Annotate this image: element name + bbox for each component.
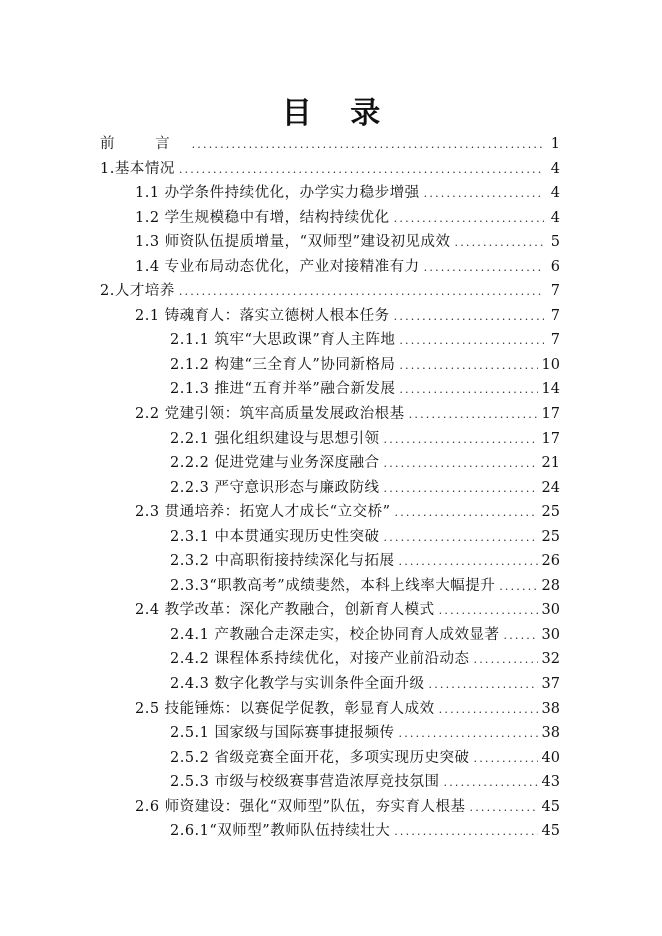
toc-leader-dots: [470, 801, 538, 814]
toc-entry: [100, 647, 560, 672]
toc-entry: [100, 181, 560, 206]
toc-entry: [100, 402, 560, 427]
toc-entry-label: 2.4.3 数字化教学与实训条件全面升级: [170, 676, 425, 693]
toc-entry-page: 30: [541, 626, 560, 643]
toc-entry-label: 2.3.1 中本贯通实现历史性突破: [170, 528, 380, 545]
toc-leader-dots: [384, 531, 538, 544]
toc-leader-dots: [399, 383, 537, 396]
toc-leader-dots: [429, 678, 538, 691]
toc-entry-page: 10: [541, 356, 560, 373]
toc-entry-page: 28: [541, 577, 560, 594]
toc-entry: [100, 304, 560, 329]
toc-entry-label: 2.4 教学改革：深化产教融合，创新育人模式: [135, 602, 435, 619]
toc-entry: [100, 132, 560, 157]
toc-leader-dots: [399, 555, 538, 568]
toc-entry-page: 25: [541, 504, 560, 521]
toc-entry-label: 2.2.2 促进党建与业务深度融合: [170, 455, 380, 472]
toc-leader-dots: [439, 604, 538, 617]
toc-entry-label: 2.2.3 严守意识形态与廉政防线: [170, 479, 380, 496]
toc-entry-page: 30: [541, 602, 560, 619]
toc-entry: [100, 746, 560, 771]
toc-leader-dots: [474, 752, 538, 765]
toc-entry-label: 2.3.2 中高职衔接持续深化与拓展: [170, 553, 395, 570]
toc-entry-label: 2.1.3 推进“五育并举”融合新发展: [170, 381, 396, 398]
toc-entry-label: 2.3.3“职教高考”成绩斐然，本科上线率大幅提升: [170, 577, 496, 594]
toc-leader-dots: [394, 310, 544, 323]
toc-entry-label: 2.1.2 构建“三全育人”协同新格局: [170, 356, 396, 373]
toc-entry-page: 45: [541, 823, 560, 840]
toc-leader-dots: [455, 236, 545, 249]
toc-leader-dots: [179, 163, 544, 176]
toc-entry-page: 4: [550, 185, 560, 202]
toc-entry: [100, 279, 560, 304]
toc-entry-label: 2.1.1 筑牢“大思政课”育人主阵地: [170, 332, 396, 349]
toc-entry: [100, 574, 560, 599]
toc-entry-page: 32: [541, 651, 560, 668]
toc-leader-dots: [399, 334, 544, 347]
toc-leader-dots: [384, 482, 538, 495]
toc-leader-dots: [399, 359, 537, 372]
toc-leader-dots: [424, 261, 544, 274]
toc-entry-page: 17: [541, 430, 560, 447]
toc-entry-page: 4: [550, 209, 560, 226]
toc-leader-dots: [394, 212, 544, 225]
toc-leader-dots: [424, 187, 544, 200]
toc-entry-page: 6: [550, 258, 560, 275]
toc-entry: [100, 500, 560, 525]
toc-entry-page: 4: [550, 160, 560, 177]
toc-entry-label: 2.5.3 市级与校级赛事营造浓厚竞技氛围: [170, 774, 440, 791]
toc-entry: [100, 377, 560, 402]
toc-entry-label: 1.4 专业布局动态优化，产业对接精准有力: [135, 258, 420, 275]
toc-leader-dots: [384, 457, 538, 470]
toc-entry: [100, 230, 560, 255]
toc-entry-page: 37: [541, 676, 560, 693]
toc-entry-label: 2.2.1 强化组织建设与思想引领: [170, 430, 380, 447]
toc-entry-page: 45: [541, 798, 560, 815]
toc-entry: [100, 697, 560, 722]
toc-leader-dots: [395, 506, 538, 519]
toc-entry-page: 5: [550, 234, 560, 251]
toc-leader-dots: [439, 703, 538, 716]
toc-entry-label: 2.6 师资建设：强化“双师型”队伍，夯实育人根基: [135, 798, 466, 815]
toc-entry: [100, 721, 560, 746]
toc-entry-page: 7: [550, 332, 560, 349]
toc-entry-label: 2.5 技能锤炼：以赛促学促教，彰显育人成效: [135, 700, 435, 717]
toc-leader-dots: [409, 408, 538, 421]
toc-entry-page: 43: [541, 774, 560, 791]
toc-entry-page: 40: [541, 749, 560, 766]
toc-entry-page: 25: [541, 528, 560, 545]
toc-leader-dots: [474, 653, 538, 666]
toc-entry-page: 7: [550, 283, 560, 300]
toc-entry: [100, 255, 560, 280]
toc-entry-label: 2.6.1“双师型”教师队伍持续壮大: [170, 823, 391, 840]
toc-leader-dots: [384, 433, 538, 446]
toc-entry-label: 2.2 党建引领：筑牢高质量发展政治根基: [135, 406, 405, 423]
toc-entry: [100, 476, 560, 501]
toc-entry: [100, 328, 560, 353]
toc-entry: [100, 672, 560, 697]
toc-entry-page: 1: [550, 136, 560, 152]
toc-entry-label: 1.基本情况: [100, 160, 175, 177]
page-title: 目 录: [281, 96, 395, 131]
toc-entry: [100, 206, 560, 231]
toc-entry-label: 2.4.1 产教融合走深走实，校企协同育人成效显著: [170, 626, 500, 643]
toc-leader-dots: [394, 825, 537, 838]
toc-entry-page: 26: [541, 553, 560, 570]
table-of-contents: [100, 132, 560, 844]
toc-entry-label: 1.1 办学条件持续优化，办学实力稳步增强: [135, 185, 420, 202]
toc-entry-label: 2.5.1 国家级与国际赛事捷报频传: [170, 725, 395, 742]
toc-entry-page: 14: [541, 381, 560, 398]
toc-entry-label: 2.4.2 课程体系持续优化，对接产业前沿动态: [170, 651, 470, 668]
toc-entry: [100, 549, 560, 574]
toc-entry: [100, 819, 560, 844]
toc-leader-dots: [399, 727, 538, 740]
toc-entry-page: 38: [541, 725, 560, 742]
toc-entry: [100, 770, 560, 795]
toc-entry-page: 38: [541, 700, 560, 717]
toc-entry-page: 7: [550, 307, 560, 324]
toc-entry-label: 2.3 贯通培养：拓宽人才成长“立交桥”: [135, 504, 391, 521]
toc-entry: [100, 353, 560, 378]
toc-leader-dots: [499, 580, 537, 593]
toc-leader-dots: [192, 138, 544, 151]
toc-entry-page: 21: [541, 455, 560, 472]
toc-leader-dots: [504, 629, 538, 642]
toc-leader-dots: [444, 776, 538, 789]
toc-entry: [100, 795, 560, 820]
toc-entry: [100, 623, 560, 648]
toc-entry: [100, 598, 560, 623]
toc-entry-label: 2.5.2 省级竞赛全面开花，多项实现历史突破: [170, 749, 470, 766]
toc-entry-label: 2.1 铸魂育人：落实立德树人根本任务: [135, 307, 390, 324]
toc-entry-page: 24: [541, 479, 560, 496]
toc-entry: [100, 525, 560, 550]
toc-leader-dots: [179, 285, 544, 298]
toc-entry-label: 1.2 学生规模稳中有增，结构持续优化: [135, 209, 390, 226]
toc-entry: [100, 157, 560, 182]
toc-entry-label: 2.人才培养: [100, 283, 175, 300]
toc-entry: [100, 451, 560, 476]
toc-entry-label: 1.3 师资队伍提质增量，“双师型”建设初见成效: [135, 234, 451, 251]
toc-entry-label: 前 言: [100, 136, 188, 152]
toc-entry: [100, 427, 560, 452]
toc-entry-page: 17: [541, 406, 560, 423]
